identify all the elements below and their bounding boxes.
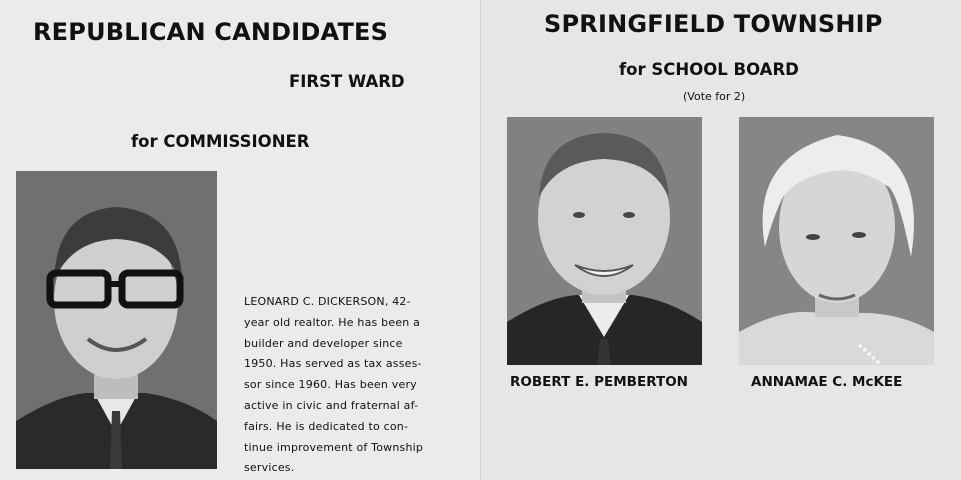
heading-republican-candidates: REPUBLICAN CANDIDATES	[33, 18, 389, 46]
photo-leonard-dickerson	[16, 171, 217, 469]
bio-line: year old realtor. He has been a	[244, 315, 421, 329]
bio-line: active in civic and fraternal af-	[244, 398, 419, 412]
ward-label: FIRST WARD	[289, 72, 405, 91]
bio-line: sor since 1960. Has been very	[244, 378, 417, 392]
vote-note: (Vote for 2)	[683, 90, 746, 103]
caption-annamae-mckee: ANNAMAE C. McKEE	[751, 374, 903, 390]
left-page	[0, 0, 480, 480]
bio-line: fairs. He is dedicated to con-	[244, 419, 409, 433]
bio-line: 1950. Has served as tax asses-	[244, 357, 422, 371]
right-page	[481, 0, 961, 480]
office-school-board: for SCHOOL BOARD	[619, 60, 799, 79]
bio-line: builder and developer since	[244, 336, 403, 350]
caption-robert-pemberton: ROBERT E. PEMBERTON	[510, 374, 688, 390]
bio-line: tinue improvement of Township	[244, 440, 424, 454]
bio-line: services.	[244, 461, 295, 475]
bio-leonard-dickerson	[244, 292, 459, 479]
heading-springfield-township: SPRINGFIELD TOWNSHIP	[544, 10, 883, 38]
office-commissioner: for COMMISSIONER	[131, 132, 310, 151]
photo-annamae-mckee	[739, 117, 934, 365]
bio-line: LEONARD C. DICKERSON, 42-	[244, 295, 411, 308]
photo-robert-pemberton	[507, 117, 702, 365]
